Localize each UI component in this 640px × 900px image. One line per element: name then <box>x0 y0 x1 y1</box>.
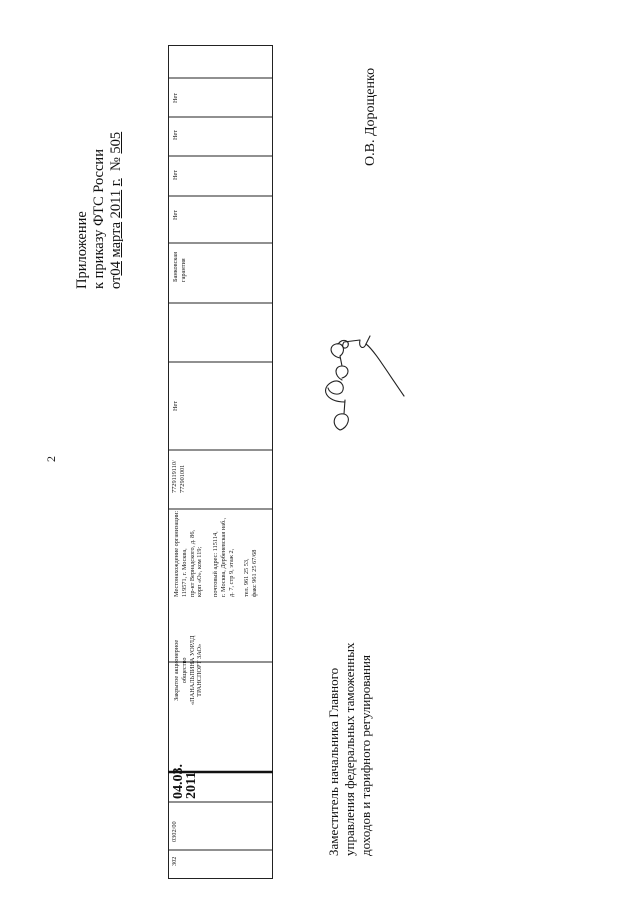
row-index: 302 <box>171 856 178 866</box>
signature-block <box>326 643 374 856</box>
signer-position-line3: доходов и тарифного регулирования <box>358 655 373 856</box>
row-date: 04.03. 2011 <box>171 764 199 799</box>
order-day: 04 <box>108 261 124 276</box>
appendix-order-line: к приказу ФТС России <box>91 149 107 289</box>
order-number: 505 <box>108 131 124 154</box>
cell-no-4: Нет <box>172 92 179 103</box>
cell-no-3: Нет <box>172 129 179 140</box>
guarantee-type: Банковская гарантия <box>172 251 187 282</box>
inn-kpp: 7729119110/ 772901001 <box>171 460 186 493</box>
row-code: 0302/00 <box>171 821 178 842</box>
order-year: 2011 <box>108 189 124 219</box>
company-name: Закрытое акционерное общество «ПАНАЛЬПИНА УОРЛД ТРАНСПОРТ ЗАО» <box>173 635 204 705</box>
appendix-title: Приложение <box>74 211 90 289</box>
cell-no-2: Нет <box>172 169 179 180</box>
cell-no-main: Нет <box>172 400 179 411</box>
appendix-date-line: от04 марта 2011 г. № 505 <box>108 131 124 289</box>
order-month: марта <box>108 221 124 258</box>
page-number: 2 <box>44 456 58 462</box>
signer-name: О.В. Дорощенко <box>363 67 378 166</box>
signer-position-line2: управления федеральных таможенных <box>342 642 357 856</box>
handwritten-signature <box>300 330 420 440</box>
cell-no-1: Нет <box>172 209 179 220</box>
company-address: Местонахождение организации: 119571, г. Москва, пр-кт Вернадского, д. 86, корп «О», ком 119; почтовый адрес: 115114, г. Москва, Дербеневская наб., д. 7, стр 9, этаж 2, тел. 961 25 53, факс 961 25 67/68 <box>173 510 258 597</box>
signer-position-line1: Заместитель начальника Главного <box>326 667 341 856</box>
